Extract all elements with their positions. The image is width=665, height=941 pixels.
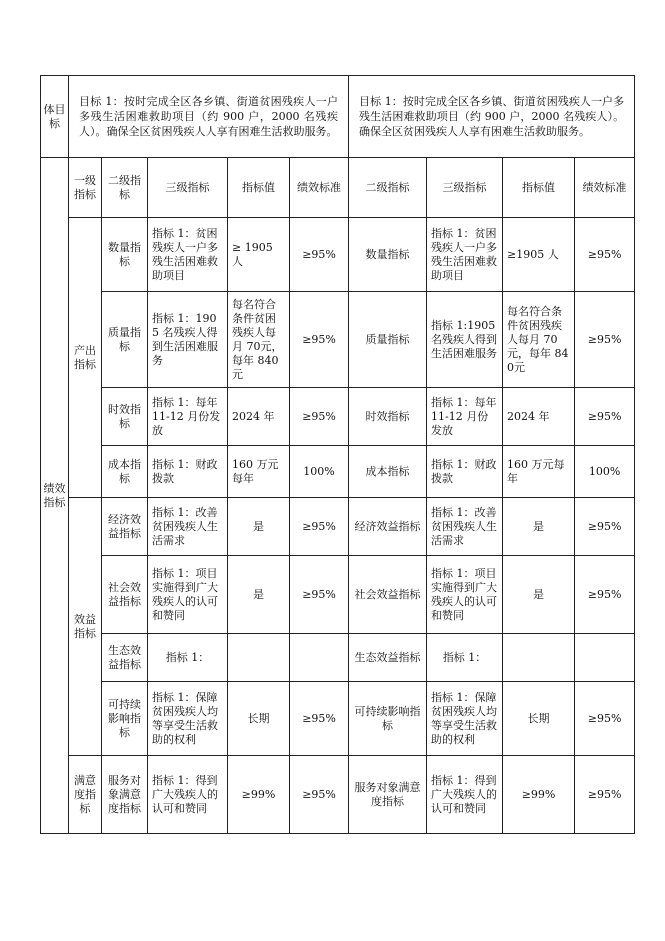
row-l2: 成本指标: [102, 446, 148, 498]
row-standard-right: ≥95%: [575, 388, 635, 446]
row-l2: 经济效益指标: [102, 498, 148, 556]
row-l2-right: 数量指标: [349, 218, 427, 292]
row-value-right: ≥99%: [503, 756, 575, 834]
row-l2: 生态效益指标: [102, 634, 148, 682]
row-l2: 时效指标: [102, 388, 148, 446]
row-l2-right: 经济效益指标: [349, 498, 427, 556]
row-l2-right: 可持续影响指标: [349, 682, 427, 756]
header-level1: 一级指标: [69, 158, 102, 218]
row-value-right: 长期: [503, 682, 575, 756]
perf-indicator-label: 绩效指标: [41, 158, 69, 834]
row-l2-right: 质量指标: [349, 292, 427, 388]
row-standard: ≥95%: [290, 556, 349, 634]
row-l3-right: 指标 1：: [427, 634, 503, 682]
row-l2: 服务对象满意度指标: [102, 756, 148, 834]
row-value: 2024 年: [228, 388, 290, 446]
row-standard: ≥95%: [290, 498, 349, 556]
row-l3: 指标 1：改善贫困残疾人生活需求: [148, 498, 228, 556]
row-l2-right: 时效指标: [349, 388, 427, 446]
table-row: [41, 756, 635, 834]
group-satisfaction-label: 满意度指标: [69, 756, 102, 834]
row-standard: ≥95%: [290, 292, 349, 388]
header-value: 指标值: [228, 158, 290, 218]
row-l3-right: 指标 1：改善贫困残疾人生活需求: [427, 498, 503, 556]
row-standard: [290, 634, 349, 682]
row-l3: 指标 1：得到广大残疾人的认可和赞同: [148, 756, 228, 834]
group-output-label: 产出指标: [69, 218, 102, 498]
row-l3: 指标 1：贫困残疾人一户多残生活困难救助项目: [148, 218, 228, 292]
row-value: 是: [228, 556, 290, 634]
header-standard-right: 绩效标准: [575, 158, 635, 218]
row-standard-right: ≥95%: [575, 682, 635, 756]
row-value-right: 是: [503, 556, 575, 634]
goal-right-text: 目标 1：按时完成全区各乡镇、街道贫困残疾人一户多残生活困难救助项目（约 900 户，2000 名残疾人）。确保全区贫困残疾人人享有困难生活救助服务。: [349, 76, 635, 158]
table-row: [41, 634, 635, 682]
table-row: [41, 446, 635, 498]
header-level2-right: 二级指标: [349, 158, 427, 218]
table-row: [41, 556, 635, 634]
header-value-right: 指标值: [503, 158, 575, 218]
table-row: [41, 218, 635, 292]
row-l3: 指标 1：保障贫困残疾人均等享受生活救助的权利: [148, 682, 228, 756]
row-standard: ≥95%: [290, 756, 349, 834]
row-value: 是: [228, 498, 290, 556]
row-l3-right: 指标 1：项目实施得到广大残疾人的认可和赞同: [427, 556, 503, 634]
row-standard: ≥95%: [290, 218, 349, 292]
goal-section-label: 体目标: [41, 76, 69, 158]
row-value: 每名符合条件贫困残疾人每月 70元，每年 840元: [228, 292, 290, 388]
row-value-right: 160 万元每年: [503, 446, 575, 498]
row-standard-right: 100%: [575, 446, 635, 498]
row-l3: 指标 1：每年 11-12 月份发放: [148, 388, 228, 446]
row-l3-right: 指标 1：保障贫困残疾人均等享受生活救助的权利: [427, 682, 503, 756]
row-value-right: ≥1905 人: [503, 218, 575, 292]
table-row: [41, 388, 635, 446]
row-value-right: 2024 年: [503, 388, 575, 446]
row-l3-right: 指标 1:1905 名残疾人得到生活困难服务: [427, 292, 503, 388]
goal-row: [41, 76, 635, 158]
row-l3-right: 指标 1：贫困残疾人一户多残生活困难救助项目: [427, 218, 503, 292]
row-value: [228, 634, 290, 682]
row-standard: 100%: [290, 446, 349, 498]
header-level3: 三级指标: [148, 158, 228, 218]
row-l2-right: 社会效益指标: [349, 556, 427, 634]
row-l2-right: 服务对象满意度指标: [349, 756, 427, 834]
header-level3-right: 三级指标: [427, 158, 503, 218]
row-l3-right: 指标 1：财政拨款: [427, 446, 503, 498]
row-value: 160 万元每年: [228, 446, 290, 498]
header-level2: 二级指标: [102, 158, 148, 218]
row-l2: 社会效益指标: [102, 556, 148, 634]
group-effect-label: 效益指标: [69, 498, 102, 756]
document-page: [40, 75, 634, 834]
row-l3: 指标 1：1905 名残疾人得到生活困难服务: [148, 292, 228, 388]
performance-goal-table: [40, 75, 635, 834]
goal-left-text: 目标 1：按时完成全区各乡镇、街道贫困残疾人一户多残生活困难救助项目（约 900 户，2000 名残疾人）。确保全区贫困残疾人人享有困难生活救助服务。: [69, 76, 349, 158]
row-standard-right: ≥95%: [575, 556, 635, 634]
row-standard-right: ≥95%: [575, 292, 635, 388]
row-l3-right: 指标 1：得到广大残疾人的认可和赞同: [427, 756, 503, 834]
row-l2-right: 生态效益指标: [349, 634, 427, 682]
row-standard-right: ≥95%: [575, 218, 635, 292]
row-l2-right: 成本指标: [349, 446, 427, 498]
row-l3: 指标 1：: [148, 634, 228, 682]
row-standard: ≥95%: [290, 682, 349, 756]
row-l3-right: 指标 1：每年 11-12 月份发放: [427, 388, 503, 446]
row-value-right: [503, 634, 575, 682]
table-row: [41, 292, 635, 388]
row-standard-right: ≥95%: [575, 756, 635, 834]
row-l2: 质量指标: [102, 292, 148, 388]
row-standard: ≥95%: [290, 388, 349, 446]
header-standard: 绩效标准: [290, 158, 349, 218]
table-row: [41, 498, 635, 556]
row-value: ≥99%: [228, 756, 290, 834]
row-value-right: 是: [503, 498, 575, 556]
row-l2: 可持续影响指标: [102, 682, 148, 756]
row-standard-right: ≥95%: [575, 498, 635, 556]
row-l3: 指标 1：项目实施得到广大残疾人的认可和赞同: [148, 556, 228, 634]
row-l2: 数量指标: [102, 218, 148, 292]
row-standard-right: [575, 634, 635, 682]
table-row: [41, 682, 635, 756]
row-value: ≥ 1905 人: [228, 218, 290, 292]
row-value: 长期: [228, 682, 290, 756]
header-row: [41, 158, 635, 218]
row-value-right: 每名符合条件贫困残疾人每月 70 元，每年 840元: [503, 292, 575, 388]
row-l3: 指标 1：财政拨款: [148, 446, 228, 498]
